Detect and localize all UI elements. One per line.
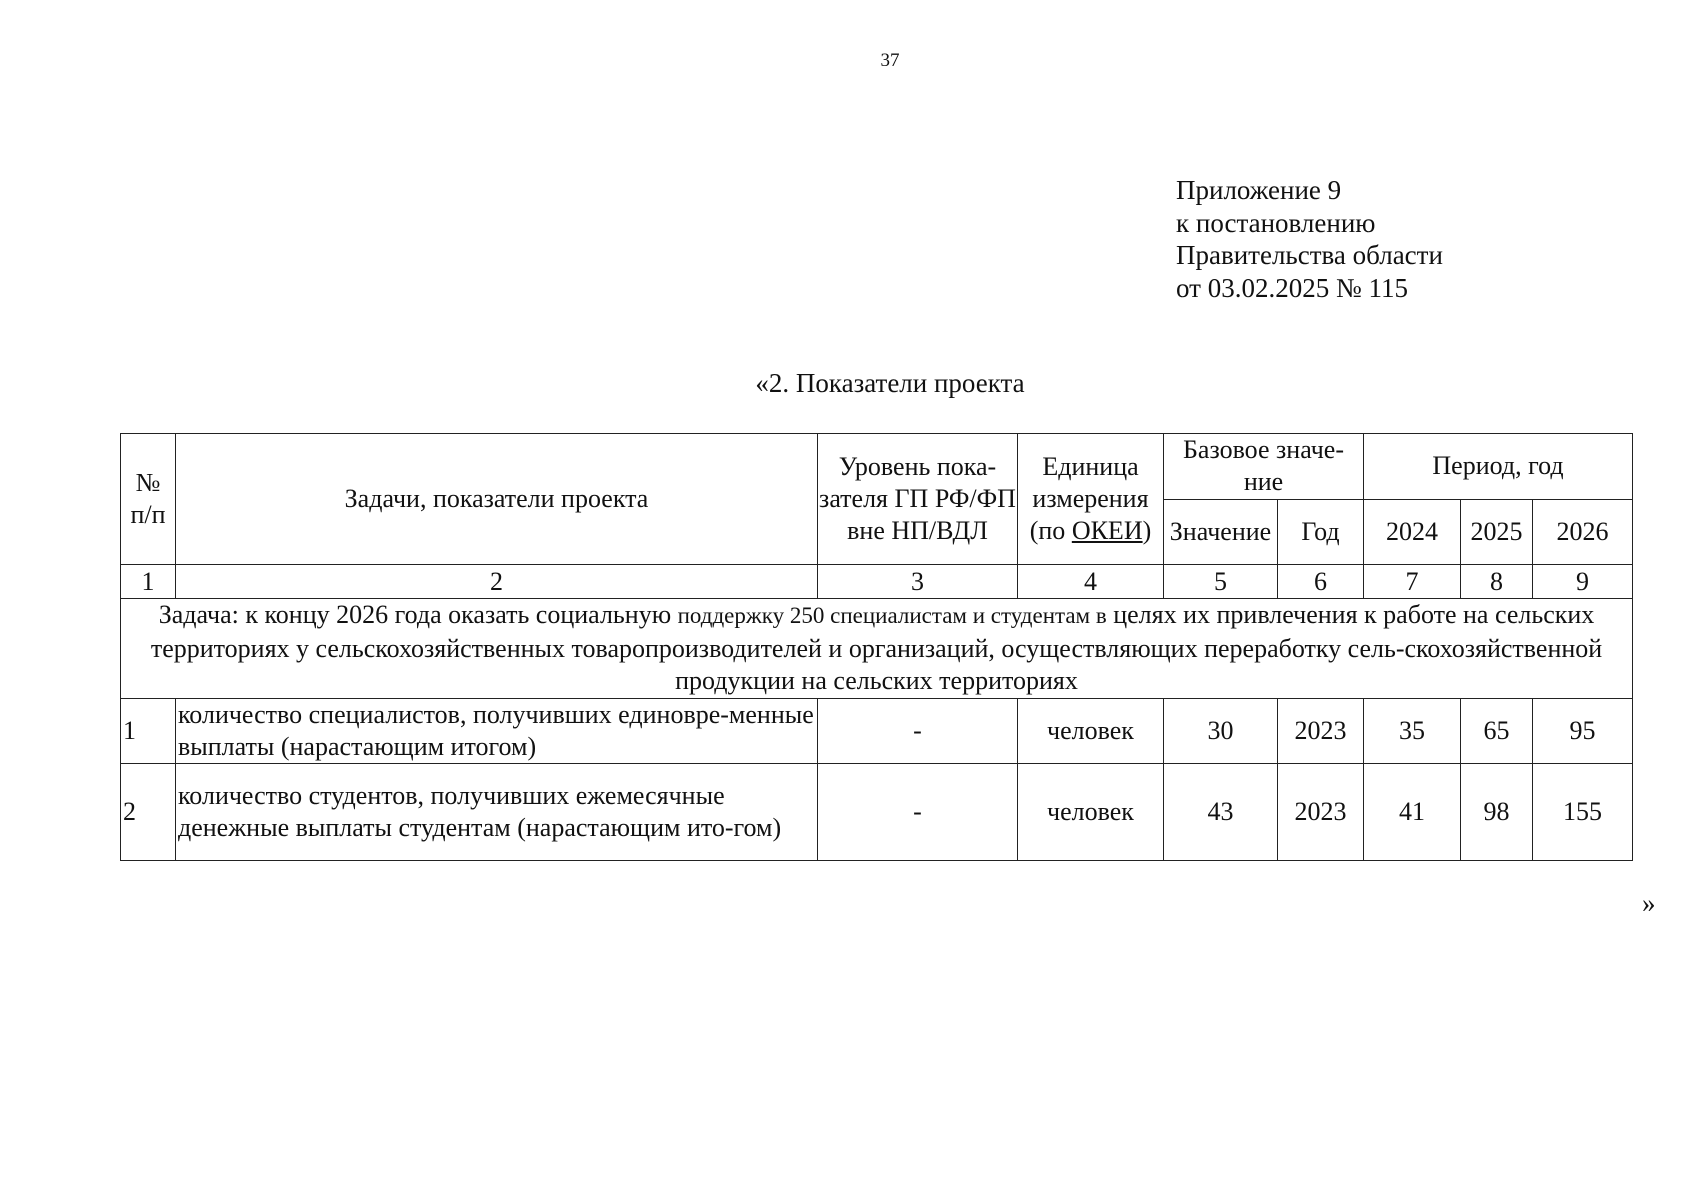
indicator-unit: человек <box>1018 763 1164 860</box>
indicator-unit: человек <box>1018 698 1164 763</box>
indicator-number: 1 <box>121 698 176 763</box>
column-number-row <box>121 565 1633 599</box>
appendix-line-1: Приложение 9 <box>1176 175 1342 205</box>
appendix-line-3: Правительства области <box>1176 240 1443 270</box>
header-tasks: Задачи, показатели проекта <box>176 434 818 565</box>
column-number: 6 <box>1278 565 1364 599</box>
task-row <box>121 599 1633 699</box>
header-number-abbr: п/п <box>130 500 166 529</box>
task-text-part: поддержку 250 специалистам и студентам в <box>677 603 1107 628</box>
indicator-2024: 41 <box>1364 763 1461 860</box>
indicator-level: - <box>818 763 1018 860</box>
header-number-symbol: № <box>135 468 161 497</box>
indicator-name: количество специалистов, получивших единовре-менные выплаты (нарастающим итогом) <box>176 698 818 763</box>
indicator-2025: 65 <box>1461 698 1533 763</box>
header-unit-okei <box>1018 515 1163 547</box>
column-number: 8 <box>1461 565 1533 599</box>
indicator-row <box>121 763 1633 860</box>
header-level: Уровень пока-зателя ГП РФ/ФП вне НП/ВДЛ <box>818 434 1018 565</box>
header-year-2026: 2026 <box>1533 499 1633 565</box>
header-year-2025: 2025 <box>1461 499 1533 565</box>
column-number: 4 <box>1018 565 1164 599</box>
indicator-number: 2 <box>121 763 176 860</box>
task-text-part: Задача: к концу 2026 года оказать социальную <box>158 600 678 629</box>
column-number: 5 <box>1164 565 1278 599</box>
page-number: 37 <box>880 50 900 71</box>
closing-quote: » <box>1642 888 1656 918</box>
appendix-line-2: к постановлению <box>1176 207 1376 238</box>
indicator-base-year: 2023 <box>1278 763 1364 860</box>
indicator-2026: 155 <box>1533 763 1633 860</box>
header-unit <box>1018 434 1164 565</box>
indicator-2024: 35 <box>1364 698 1461 763</box>
indicator-base-value: 30 <box>1164 698 1278 763</box>
column-number: 1 <box>121 565 176 599</box>
column-number: 9 <box>1533 565 1633 599</box>
task-description <box>121 599 1633 699</box>
appendix-note <box>1176 174 1443 304</box>
indicators-table <box>120 433 1633 861</box>
header-number <box>121 434 176 565</box>
header-year-2024: 2024 <box>1364 499 1461 565</box>
column-number: 7 <box>1364 565 1461 599</box>
indicator-level: - <box>818 698 1018 763</box>
indicator-base-value: 43 <box>1164 763 1278 860</box>
indicator-name: количество студентов, получивших ежемесячные денежные выплаты студентам (нарастающим ито-гом) <box>176 763 818 860</box>
indicator-base-year: 2023 <box>1278 698 1364 763</box>
section-title: «2. Показатели проекта <box>755 368 1025 398</box>
header-period: Период, год <box>1364 434 1633 500</box>
column-number: 2 <box>176 565 818 599</box>
indicator-2025: 98 <box>1461 763 1533 860</box>
okei-link[interactable]: ОКЕИ <box>1071 516 1143 545</box>
header-unit-label: Единица измерения <box>1032 452 1149 513</box>
header-row-1 <box>121 434 1633 500</box>
header-base: Базовое значе-ние <box>1164 434 1364 500</box>
indicator-row <box>121 698 1633 763</box>
column-number: 3 <box>818 565 1018 599</box>
task-text-part: целях их привлечения к работе на сельских территориях у сельскохозяйственных товаропроизводителей и организаций, осуществляющих переработку сель-скохозяйственной продукции на сельских территориях <box>150 600 1603 695</box>
okei-open: (по <box>1029 516 1072 545</box>
indicator-2026: 95 <box>1533 698 1633 763</box>
appendix-line-4: от 03.02.2025 № 115 <box>1176 272 1408 303</box>
okei-close: ) <box>1142 516 1152 545</box>
header-base-year: Год <box>1278 499 1364 565</box>
header-base-value: Значение <box>1164 499 1278 565</box>
